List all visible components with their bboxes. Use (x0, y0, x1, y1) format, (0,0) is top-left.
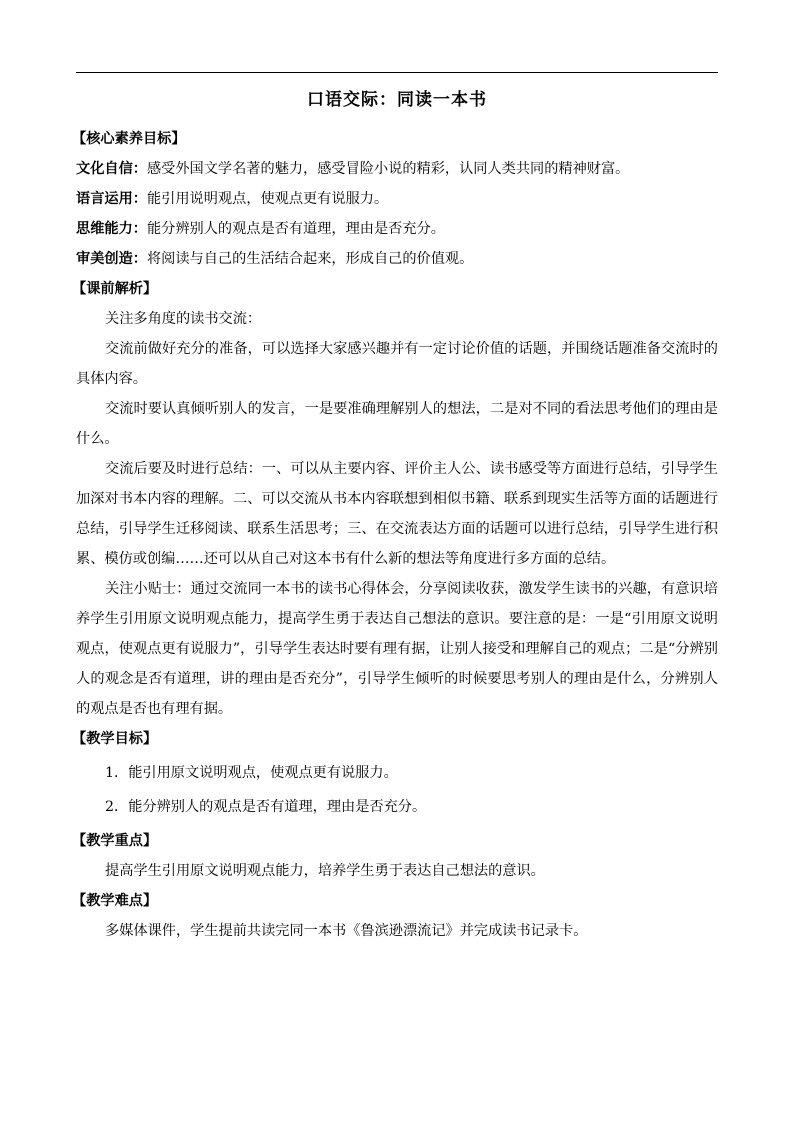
pre-class-paragraph: 交流前做好充分的准备，可以选择大家感兴趣并有一定讨论价值的话题，并围绕话题准备交流时的具体内容。 (76, 341, 718, 387)
core-goal-text: 将阅读与自己的生活结合起来，形成自己的价值观。 (146, 251, 474, 267)
section-heading-key-points: 【教学重点】 (72, 833, 158, 849)
core-goal-item (76, 244, 718, 274)
teaching-goals-list (76, 758, 718, 826)
section-heading-difficult-points: 【教学难点】 (72, 893, 158, 909)
pre-class-paragraph: 关注小贴士：通过交流同一本书的读书心得体会，分享阅读收获，激发学生读书的兴趣，有意识培养学生引用原文说明观点能力，提高学生勇于表达自己想法的意识。要注意的是：一是“引用原文说明观点，使观点更有说服力”，引导学生表达时要有理有据，让别人接受和理解自己的观点；二是“分辨别人的观念是否有道理，讲的理由是否充分”，引导学生倾听的时候要思考别人的理由是什么，分辨别人的观点是否也有理有据。 (76, 581, 718, 717)
section-heading-pre-class: 【课前解析】 (72, 281, 158, 297)
core-goal-label: 语言运用： (76, 191, 147, 207)
pre-class-paragraph: 关注多角度的读书交流： (105, 311, 262, 327)
core-goal-text: 能分辨别人的观点是否有道理，理由是否充分。 (146, 221, 445, 237)
header-rule (76, 72, 718, 73)
pre-class-paragraph: 交流时要认真倾听别人的发言，一是要准确理解别人的想法，二是对不同的看法思考他们的理由是什么。 (76, 401, 718, 447)
core-goal-label: 审美创造： (76, 251, 147, 267)
key-points-text: 提高学生引用原文说明观点能力，培养学生勇于表达自己想法的意识。 (105, 863, 545, 879)
core-goal-text: 能引用说明观点，使观点更有说服力。 (146, 191, 389, 207)
core-goal-label: 思维能力： (76, 221, 147, 237)
list-item: 1．能引用原文说明观点，使观点更有说服力。 (105, 765, 398, 781)
section-heading-teaching-goals: 【教学目标】 (72, 731, 158, 747)
page-title: 口语交际：同读一本书 (307, 90, 487, 110)
core-goal-text: 感受外国文学名著的魅力，感受冒险小说的精彩，认同人类共同的精神财富。 (146, 161, 630, 177)
document-body (72, 124, 718, 946)
difficult-points-text: 多媒体课件，学生提前共读完同一本书《鲁滨逊漂流记》并完成读书记录卡。 (105, 923, 588, 939)
core-goal-item (76, 184, 718, 214)
section-heading-core-goals: 【核心素养目标】 (72, 131, 186, 147)
list-item: 2．能分辨别人的观点是否有道理，理由是否充分。 (105, 799, 427, 815)
pre-class-paragraph: 交流后要及时进行总结：一、可以从主要内容、评价主人公、读书感受等方面进行总结，引导学生加深对书本内容的理解。二、可以交流从书本内容联想到相似书籍、联系到现实生活等方面的话题进行总结，引导学生迁移阅读、联系生活思考；三、在交流表达方面的话题可以进行总结，引导学生进行积累、模仿或创编……还可以从自己对这本书有什么新的想法等角度进行多方面的总结。 (76, 461, 718, 567)
core-goal-item (76, 154, 718, 184)
core-goal-label: 文化自信： (76, 161, 147, 177)
core-goal-item (76, 214, 718, 244)
